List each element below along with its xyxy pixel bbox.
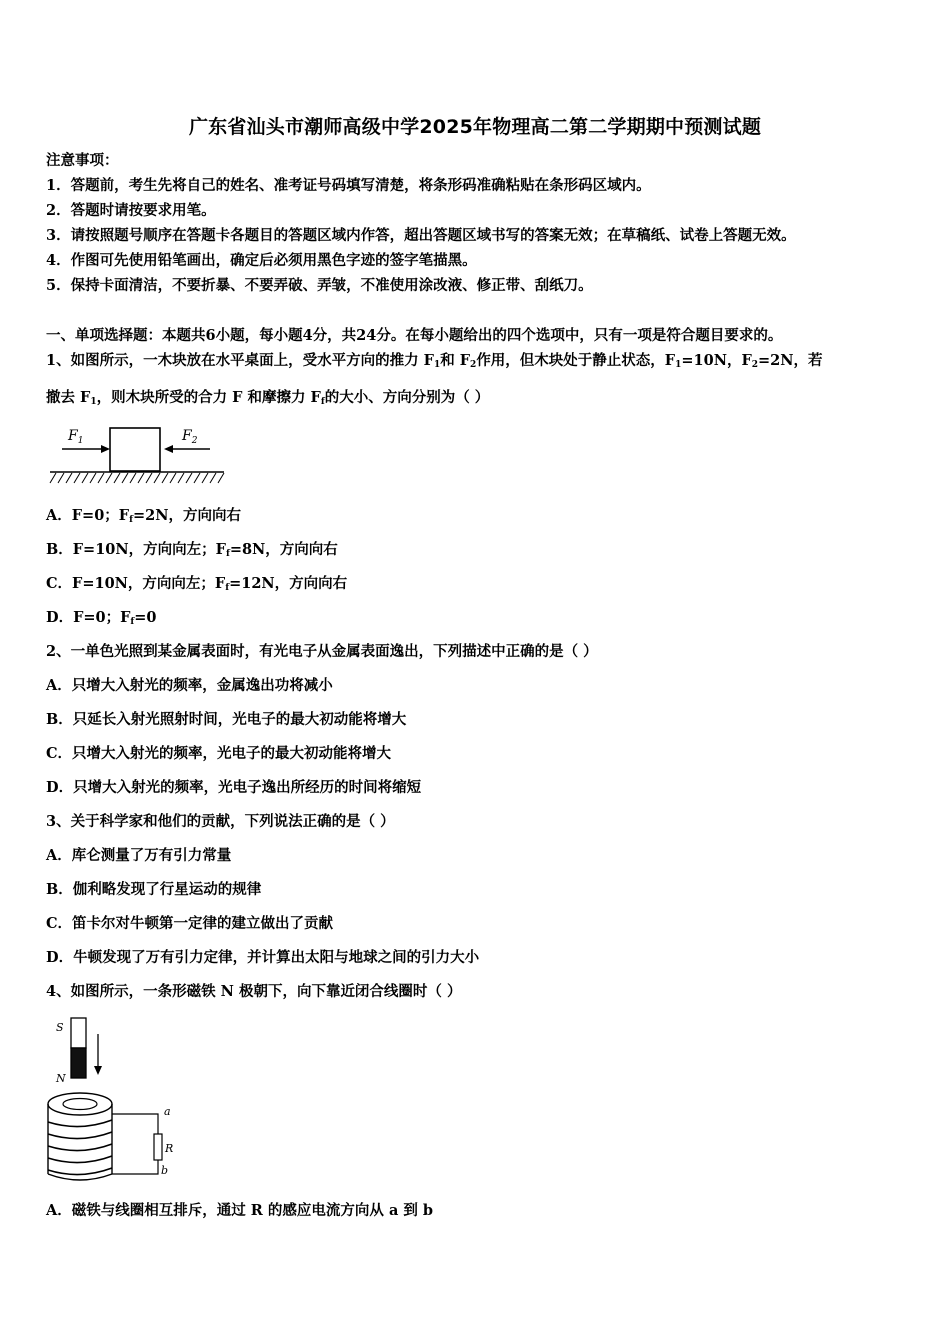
f2-label: $F_2$	[182, 428, 198, 446]
q4-option-a: A．磁铁与线圈相互排斥，通过 R 的感应电流方向从 a 到 b	[46, 1202, 434, 1219]
q1-stem-line1	[46, 351, 823, 375]
q1-text: 作用，但木块处于静止状态，F	[476, 352, 676, 369]
q1-text: 的大小、方向分别为（ ）	[324, 389, 490, 406]
q2-option-c: C．只增大入射光的频率，光电子的最大初动能将增大	[46, 745, 392, 762]
q4-magnet-coil-figure	[40, 1014, 190, 1186]
f1-label: $F_1$	[68, 428, 84, 446]
sub-index: f	[129, 515, 133, 525]
q1-text: 1、如图所示，一木块放在水平桌面上，受水平方向的推力 F	[46, 352, 434, 369]
q1-option-d	[46, 608, 157, 632]
notice-heading: 注意事项：	[46, 152, 119, 169]
q1-option-c	[46, 574, 347, 598]
ground-hatching	[50, 473, 224, 483]
q2-option-a: A．只增大入射光的频率，金属逸出功将减小	[46, 677, 333, 694]
option-text: =8N，方向向右	[229, 541, 338, 558]
option-text: =12N，方向向右	[229, 575, 348, 592]
q1-text: 撤去 F	[46, 389, 91, 406]
notice-item-2: 2．答题时请按要求用笔。	[46, 202, 216, 219]
notice-item-1: 1．答题前，考生先将自己的姓名、准考证号码填写清楚，将条形码准确粘贴在条形码区域内。	[46, 177, 651, 194]
q3-option-d: D．牛顿发现了万有引力定律，并计算出太阳与地球之间的引力大小	[46, 949, 480, 966]
motion-arrowhead	[94, 1066, 102, 1075]
section-heading: 一、单项选择题：本题共6小题，每小题4分，共24分。在每小题给出的四个选项中，只有一项是符合题目要求的。	[46, 327, 783, 344]
sub-index: f	[225, 549, 230, 559]
q3-stem: 3、关于科学家和他们的贡献，下列说法正确的是（ ）	[46, 813, 395, 830]
sub-index: f	[320, 397, 325, 407]
sub-index: 2	[751, 360, 759, 370]
q4-stem: 4、如图所示，一条形磁铁 N 极朝下，向下靠近闭合线圈时（ ）	[46, 983, 462, 1000]
magnet-n-label: N	[56, 1072, 66, 1085]
coil-windings	[48, 1120, 112, 1175]
q3-option-b: B．伽利略发现了行星运动的规律	[46, 881, 262, 898]
q3-option-c: C．笛卡尔对牛顿第一定律的建立做出了贡献	[46, 915, 334, 932]
q2-stem: 2、一单色光照到某金属表面时，有光电子从金属表面逸出，下列描述中正确的是（ ）	[46, 643, 598, 660]
coil-top-inner	[63, 1099, 97, 1110]
f2-arrowhead	[164, 445, 173, 453]
wooden-block	[110, 428, 160, 471]
q1-text: 和 F	[440, 352, 471, 369]
q1-block-figure	[46, 418, 231, 488]
option-text: =2N，方向向右	[132, 507, 241, 524]
f1-arrowhead	[101, 445, 110, 453]
option-text: =0	[134, 609, 157, 626]
sub-index: 1	[675, 360, 682, 370]
resistor-label: R	[165, 1142, 174, 1155]
option-text: C．F=10N，方向向左；F	[46, 575, 226, 592]
point-b-label: b	[161, 1164, 169, 1177]
sub-index: 2	[470, 360, 477, 370]
q1-text: =10N，F	[681, 352, 752, 369]
magnet-n-half	[71, 1048, 86, 1078]
q3-option-a: A．库仑测量了万有引力常量	[46, 847, 232, 864]
q1-option-b	[46, 540, 338, 564]
option-text: A．F=0；F	[46, 507, 130, 524]
wire-top	[112, 1114, 158, 1134]
sub-index: f	[130, 617, 135, 627]
q1-text: =2N，若	[758, 352, 823, 369]
point-a-label: a	[164, 1105, 171, 1118]
sub-index: 1	[433, 360, 441, 370]
notice-item-5: 5．保持卡面清洁，不要折暴、不要弄破、弄皱，不准使用涂改液、修正带、刮纸刀。	[46, 277, 593, 294]
q1-text: ，则木块所受的合力 F 和摩擦力 F	[96, 389, 321, 406]
q2-option-d: D．只增大入射光的频率，光电子逸出所经历的时间将缩短	[46, 779, 422, 796]
resistor	[154, 1134, 162, 1160]
option-text: D．F=0；F	[46, 609, 131, 626]
magnet-s-half	[71, 1018, 86, 1048]
q2-option-b: B．只延长入射光照射时间，光电子的最大初动能将增大	[46, 711, 407, 728]
magnet-s-label: S	[56, 1021, 64, 1034]
q1-stem-line2	[46, 388, 489, 412]
notice-item-4: 4．作图可先使用铅笔画出，确定后必须用黑色字迹的签字笔描黑。	[46, 252, 477, 269]
option-text: B．F=10N，方向向左；F	[46, 541, 226, 558]
q1-option-a	[46, 506, 241, 530]
wire-bottom	[112, 1160, 158, 1174]
notice-item-3: 3．请按照题号顺序在答题卡各题目的答题区域内作答，超出答题区域书写的答案无效；在草稿纸、试卷上答题无效。	[46, 227, 796, 244]
sub-index: 1	[90, 397, 97, 407]
sub-index: f	[225, 583, 230, 593]
page-title: 广东省汕头市潮师高级中学2025年物理高二第二学期期中预测试题	[188, 116, 762, 138]
